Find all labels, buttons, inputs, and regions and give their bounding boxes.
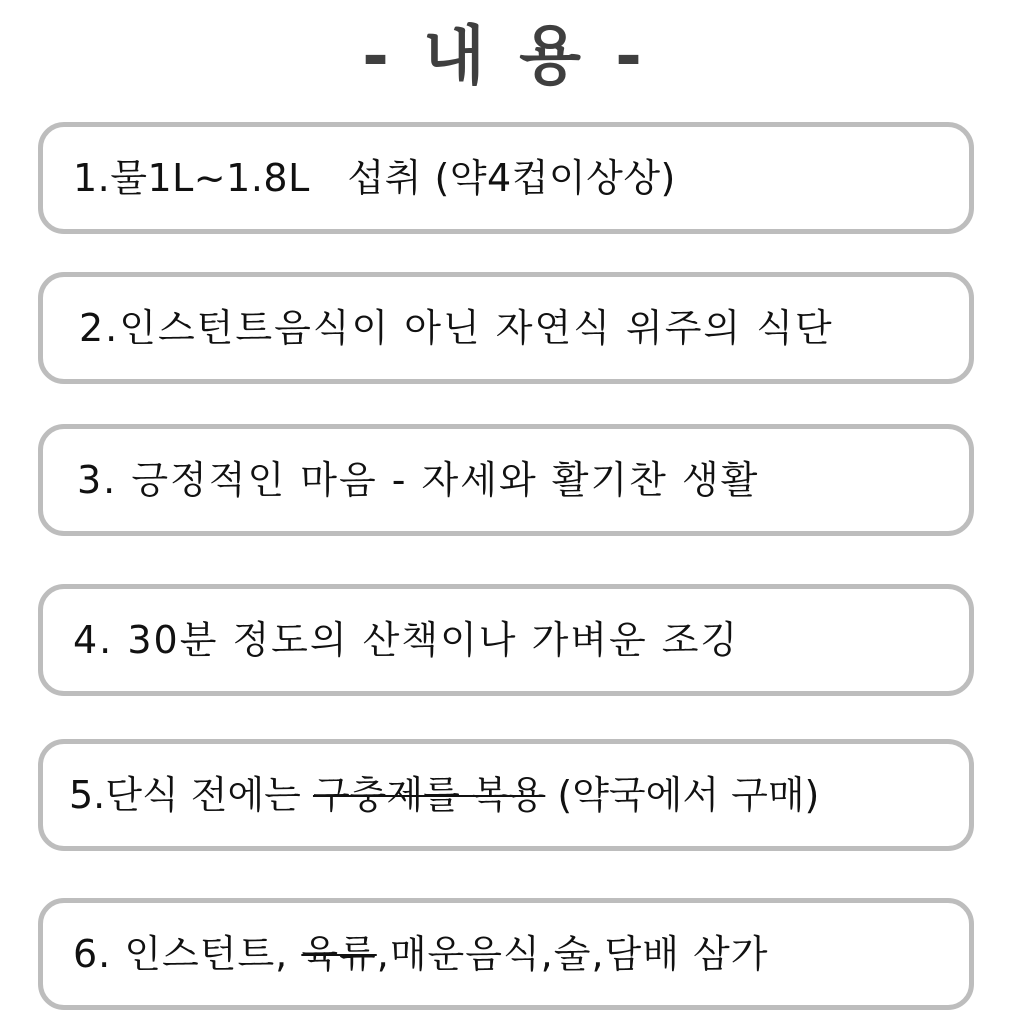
struck-text: 육류 [301, 932, 377, 976]
list-item-text-part: 6. 인스턴트, [73, 932, 302, 976]
list-item-text [73, 932, 769, 976]
list-item-text-part: (약국에서 구매) [545, 773, 820, 817]
list-item-text: 2.인스턴트음식이 아닌 자연식 위주의 식단 [79, 306, 834, 350]
list-item [38, 898, 974, 1010]
list-item-text: 3. 긍정적인 마음 - 자세와 활기찬 생활 [77, 458, 760, 502]
list-item [38, 739, 974, 851]
list-item-text: 4. 30분 정도의 산책이나 가벼운 조깅 [73, 618, 740, 662]
list-item [38, 122, 974, 234]
list-item-text-part: 5.단식 전에는 [69, 773, 313, 817]
list-item-text-part: ,매운음식,술,담배 삼가 [376, 932, 769, 976]
list-item-text: 1.물1L~1.8L 섭취 (약4컵이상상) [73, 156, 676, 200]
list-item [38, 424, 974, 536]
page-title: - 내 용 - [362, 20, 648, 94]
list-item [38, 272, 974, 384]
struck-text: 구충제를 복용 [312, 773, 546, 817]
list-item [38, 584, 974, 696]
list-item-text [69, 773, 820, 817]
